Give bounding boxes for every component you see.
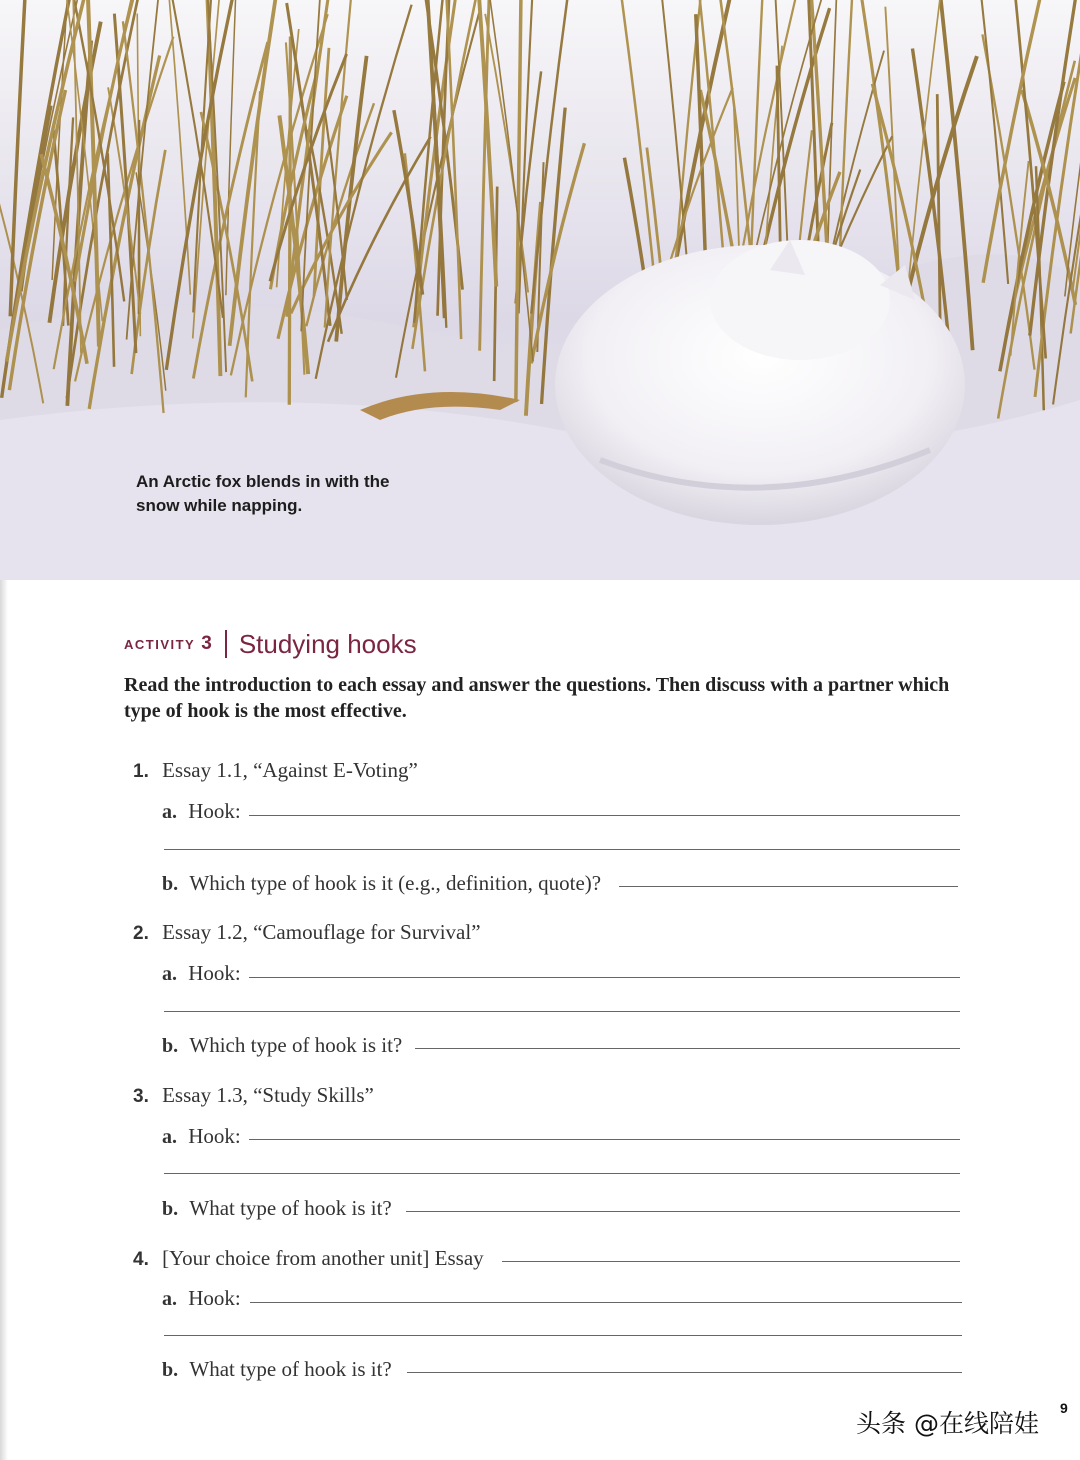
question-number: 2. <box>133 923 149 944</box>
answer-line-4b[interactable] <box>407 1372 962 1373</box>
answer-line-4a[interactable] <box>250 1302 962 1303</box>
question-4b <box>162 1356 392 1383</box>
activity-title: Studying hooks <box>238 628 417 659</box>
sub-text: What type of hook is it? <box>189 1196 392 1220</box>
sub-letter: a. <box>162 1288 177 1310</box>
page-edge <box>0 580 8 1460</box>
question-essay: Essay 1.3, “Study Skills” <box>162 1083 374 1107</box>
question-essay: Essay 1.1, “Against E-Voting” <box>162 758 418 782</box>
question-number: 1. <box>133 761 149 782</box>
arctic-fox-photo <box>0 0 1080 580</box>
question-2 <box>133 919 481 947</box>
sub-letter: a. <box>162 1126 177 1148</box>
activity-instructions: Read the introduction to each essay and answer the questions. Then discuss with a partner which type of hook is the most effective. <box>124 674 950 722</box>
activity-divider <box>225 630 227 658</box>
sub-letter: a. <box>162 801 177 823</box>
sub-text: Hook: <box>188 1286 241 1310</box>
answer-line-2a-2[interactable] <box>164 1011 960 1012</box>
question-3b <box>162 1195 392 1222</box>
question-essay: [Your choice from another unit] Essay <box>162 1246 484 1270</box>
sub-text: Hook: <box>188 961 241 985</box>
question-3 <box>133 1082 374 1110</box>
sub-text: Hook: <box>188 1124 241 1148</box>
watermark: 头条 @在线陪娃 <box>856 1409 1039 1438</box>
answer-line-2a[interactable] <box>249 977 960 978</box>
question-number: 3. <box>133 1086 149 1107</box>
activity-label: activity <box>124 633 196 654</box>
question-1 <box>133 757 418 785</box>
answer-line-1a[interactable] <box>249 815 960 816</box>
answer-line-3a[interactable] <box>249 1139 960 1140</box>
question-number: 4. <box>133 1249 149 1270</box>
question-essay: Essay 1.2, “Camouflage for Survival” <box>162 920 481 944</box>
question-2b <box>162 1032 402 1059</box>
answer-line-1a-2[interactable] <box>164 849 960 850</box>
answer-line-2b[interactable] <box>415 1048 960 1049</box>
question-1b <box>162 870 601 897</box>
question-4a <box>162 1285 241 1312</box>
answer-line-4a-2[interactable] <box>164 1335 962 1336</box>
sub-letter: b. <box>162 1198 179 1220</box>
question-1a <box>162 798 241 825</box>
question-3a <box>162 1123 241 1150</box>
answer-line-3a-2[interactable] <box>164 1173 960 1174</box>
sub-letter: a. <box>162 963 177 985</box>
activity-number: 3 <box>201 633 214 654</box>
answer-line-1b[interactable] <box>619 886 958 887</box>
question-2a <box>162 960 241 987</box>
sub-letter: b. <box>162 1359 179 1381</box>
sub-text: What type of hook is it? <box>189 1357 392 1381</box>
activity-header <box>124 626 417 662</box>
answer-line-3b[interactable] <box>406 1211 960 1212</box>
question-4 <box>133 1245 484 1273</box>
photo-caption: An Arctic fox blends in with the snow while napping. <box>136 472 390 515</box>
sub-text: Hook: <box>188 799 241 823</box>
sub-text: Which type of hook is it? <box>189 1033 403 1057</box>
sub-letter: b. <box>162 873 179 895</box>
page-number: 9 <box>1060 1400 1068 1416</box>
sub-text: Which type of hook is it (e.g., definition, quote)? <box>189 871 602 895</box>
answer-line-4-essay[interactable] <box>502 1261 960 1262</box>
sub-letter: b. <box>162 1035 179 1057</box>
